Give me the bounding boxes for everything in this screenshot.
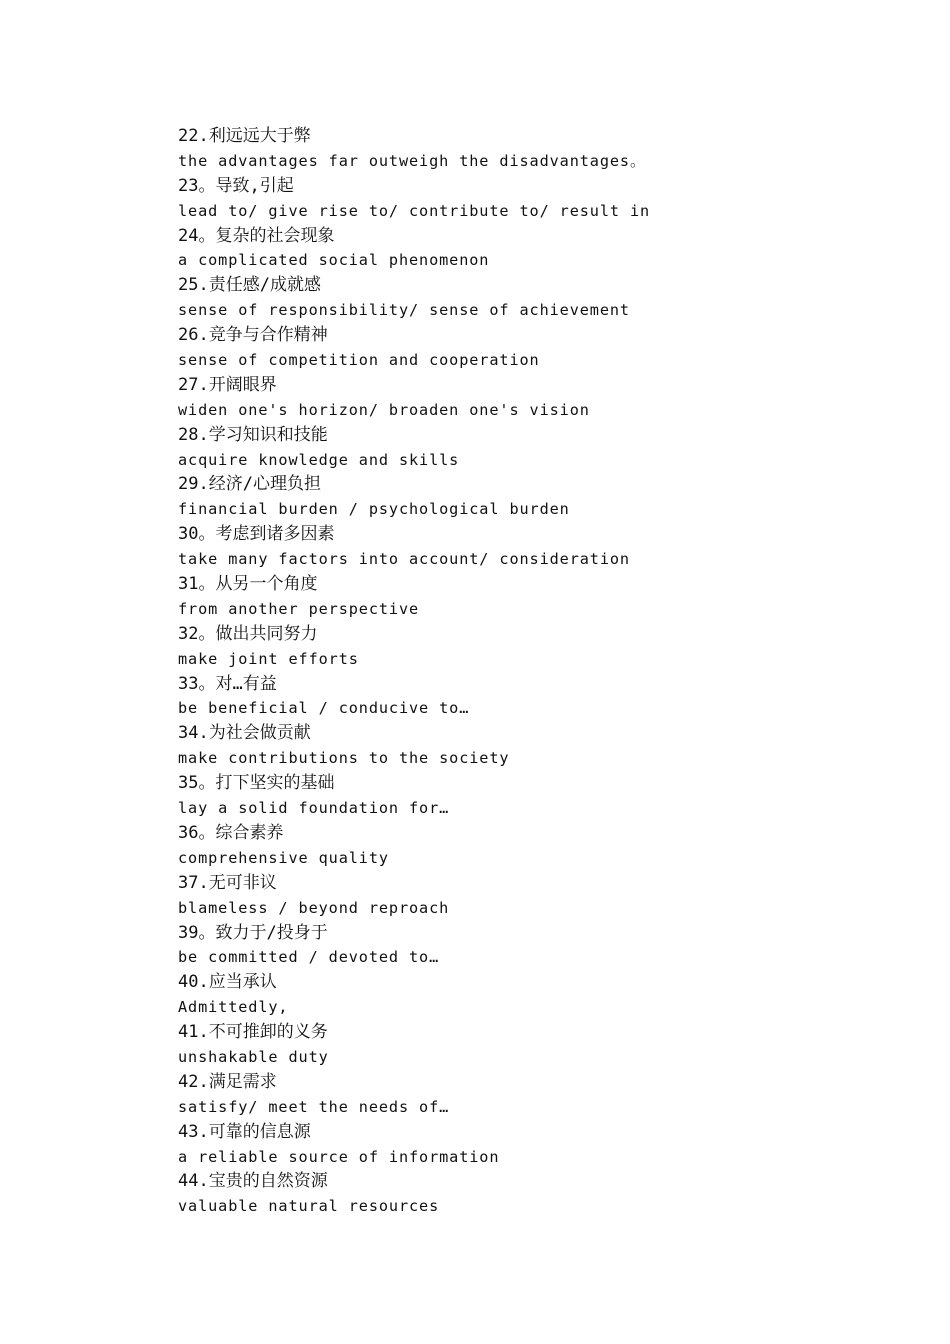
english-translation: from another perspective (178, 599, 420, 618)
english-translation: lead to/ give rise to/ contribute to/ result in (178, 201, 651, 220)
english-translation: be committed / devoted to… (178, 948, 440, 967)
chinese-phrase: 32。做出共同努力 (178, 623, 318, 644)
list-item (178, 423, 898, 473)
list-item (178, 273, 898, 323)
english-translation: a reliable source of information (178, 1147, 500, 1166)
english-translation: Admittedly, (178, 998, 289, 1017)
list-item (178, 224, 898, 274)
english-translation: acquire knowledge and skills (178, 450, 460, 469)
list-item (178, 921, 898, 971)
english-translation: satisfy/ meet the needs of… (178, 1097, 450, 1116)
english-translation: lay a solid foundation for… (178, 799, 450, 818)
list-item (178, 373, 898, 423)
list-item (178, 672, 898, 722)
english-translation: financial burden / psychological burden (178, 500, 570, 519)
chinese-phrase: 25.责任感/成就感 (178, 275, 321, 296)
chinese-phrase: 42.满足需求 (178, 1071, 277, 1092)
chinese-phrase: 29.经济/心理负担 (178, 474, 321, 495)
chinese-phrase: 34.为社会做贡献 (178, 723, 311, 744)
list-item (178, 572, 898, 622)
english-translation: make joint efforts (178, 649, 359, 668)
phrase-list (178, 124, 898, 1219)
list-item (178, 1169, 898, 1219)
list-item (178, 721, 898, 771)
chinese-phrase: 22.利远远大于弊 (178, 126, 311, 146)
english-translation: comprehensive quality (178, 848, 389, 867)
english-translation: unshakable duty (178, 1047, 329, 1066)
chinese-phrase: 41.不可推卸的义务 (178, 1022, 328, 1043)
chinese-phrase: 35。打下坚实的基础 (178, 773, 335, 794)
list-item (178, 871, 898, 921)
list-item (178, 124, 898, 174)
chinese-phrase: 28.学习知识和技能 (178, 424, 328, 445)
list-item (178, 1120, 898, 1170)
list-item (178, 323, 898, 373)
english-translation: the advantages far outweigh the disadvantages。 (178, 151, 647, 170)
chinese-phrase: 30。考虑到诸多因素 (178, 524, 335, 545)
chinese-phrase: 24。复杂的社会现象 (178, 225, 335, 246)
chinese-phrase: 23。导致,引起 (178, 175, 294, 196)
english-translation: widen one's horizon/ broaden one's vision (178, 400, 590, 419)
english-translation: blameless / beyond reproach (178, 898, 450, 917)
list-item (178, 472, 898, 522)
english-translation: sense of responsibility/ sense of achievement (178, 301, 630, 320)
list-item (178, 771, 898, 821)
list-item (178, 1020, 898, 1070)
chinese-phrase: 36。综合素养 (178, 822, 284, 843)
list-item (178, 174, 898, 224)
chinese-phrase: 37.无可非议 (178, 872, 277, 893)
list-item (178, 1070, 898, 1120)
list-item (178, 522, 898, 572)
english-translation: be beneficial / conducive to… (178, 699, 470, 718)
english-translation: take many factors into account/ consideration (178, 550, 630, 569)
list-item (178, 821, 898, 871)
chinese-phrase: 43.可靠的信息源 (178, 1121, 311, 1142)
english-translation: valuable natural resources (178, 1197, 440, 1216)
english-translation: make contributions to the society (178, 749, 510, 768)
english-translation: a complicated social phenomenon (178, 251, 490, 270)
list-item (178, 622, 898, 672)
chinese-phrase: 44.宝贵的自然资源 (178, 1171, 328, 1192)
chinese-phrase: 39。致力于/投身于 (178, 922, 328, 943)
chinese-phrase: 27.开阔眼界 (178, 374, 277, 395)
chinese-phrase: 26.竞争与合作精神 (178, 325, 328, 346)
english-translation: sense of competition and cooperation (178, 351, 540, 370)
list-item (178, 970, 898, 1020)
chinese-phrase: 31。从另一个角度 (178, 574, 318, 595)
chinese-phrase: 33。对…有益 (178, 673, 277, 694)
chinese-phrase: 40.应当承认 (178, 972, 277, 993)
